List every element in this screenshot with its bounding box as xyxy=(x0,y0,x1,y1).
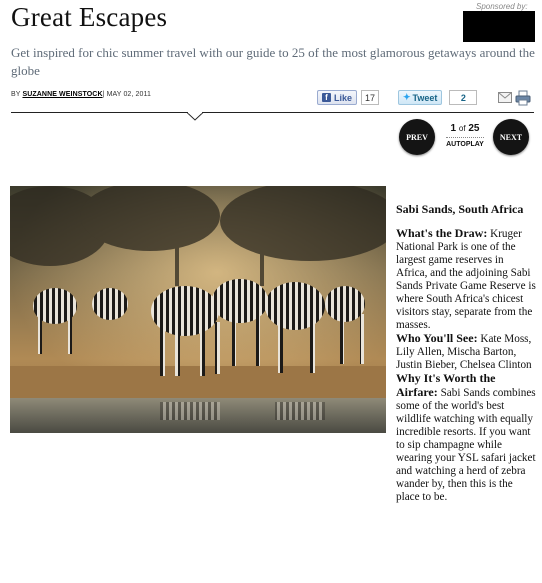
caption-worth xyxy=(396,372,536,504)
draw-text: Kruger National Park is one of the largest game reserves in Africa, and the adjoining Sabi Sands Private Game Reserve is where South Africa's chicest visitors stay, separate from the masses. xyxy=(396,228,536,331)
current-slide: 1 xyxy=(450,123,457,134)
see-text: Kate Moss, Lily Allen, Mischa Barton, Justin Bieber, Chelsea Clinton xyxy=(396,333,532,371)
tweet-widget xyxy=(398,90,477,105)
of-text: of xyxy=(458,124,466,133)
facebook-icon: f xyxy=(322,93,331,102)
next-button[interactable]: NEXT xyxy=(493,119,529,155)
slide-caption xyxy=(396,202,536,504)
caption-see xyxy=(396,332,536,372)
like-label: Like xyxy=(334,92,353,103)
sponsor-label: Sponsored by: xyxy=(476,2,528,11)
slide-photo-zebras xyxy=(10,186,386,433)
page-subtitle: Get inspired for chic summer travel with our guide to 25 of the most glamorous getaways around the globe xyxy=(11,45,535,78)
divider-notch xyxy=(187,112,203,121)
author-link[interactable]: SUZANNE WEINSTOCK xyxy=(22,91,103,98)
byline-prefix: BY xyxy=(11,91,21,98)
mail-icon[interactable] xyxy=(498,92,512,103)
tweet-button[interactable] xyxy=(398,90,442,105)
page-title: Great Escapes xyxy=(11,2,168,32)
twitter-bird-icon: ✦ xyxy=(403,92,411,102)
slide-heading: Sabi Sands, South Africa xyxy=(396,202,524,216)
total-slides: 25 xyxy=(468,123,480,134)
sponsor-logo[interactable] xyxy=(463,11,535,42)
see-label: Who You'll See: xyxy=(396,331,478,345)
draw-label: What's the Draw: xyxy=(396,226,488,240)
tweet-count: 2 xyxy=(449,90,477,105)
worth-text: Sabi Sands combines some of the world's best wildlife watching with equally incredible resorts. If you want to sip champagne while wearing your YSL safari jacket and watching a herd of zebra wander by, then this is the place to be. xyxy=(396,387,536,503)
byline-date: | MAY 02, 2011 xyxy=(102,91,151,98)
header-divider xyxy=(11,112,534,113)
prev-button[interactable]: PREV xyxy=(399,119,435,155)
byline xyxy=(11,91,151,98)
slide-counter xyxy=(440,123,490,134)
like-count: 17 xyxy=(361,90,379,105)
worth-label: Why It's Worth the Airfare: xyxy=(396,371,496,399)
counter-dotted-rule xyxy=(446,137,484,138)
print-icon[interactable] xyxy=(515,90,531,106)
autoplay-toggle[interactable]: AUTOPLAY xyxy=(446,141,484,148)
tweet-label: Tweet xyxy=(412,92,438,103)
facebook-like-button[interactable] xyxy=(317,90,357,105)
facebook-like-widget xyxy=(317,90,379,105)
caption-draw xyxy=(396,227,536,332)
